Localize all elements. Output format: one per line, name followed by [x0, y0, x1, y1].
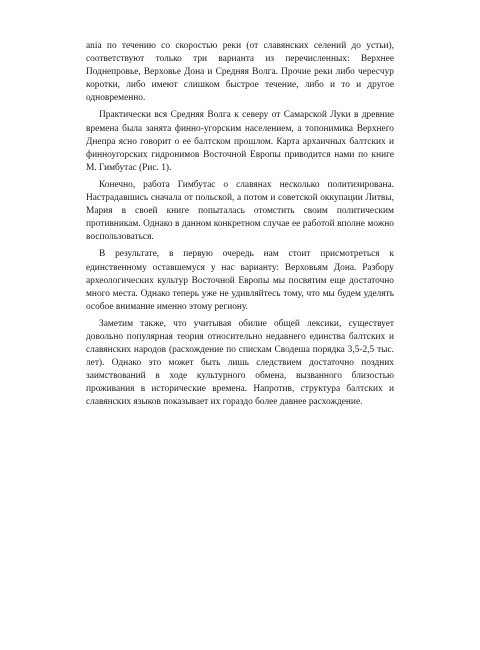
paragraph-1: ania по течению со скоростью реки (от славянских селений до устьи), соответствуют только три варианта из перечисленных: Верхнее Поднепровье, Верховье Дона и Средняя Волга. Прочие реки либо чересчур коротки, либо имеют слишком быстрое течение, либо и то и другое одновременно.	[86, 41, 394, 104]
body-text	[86, 40, 394, 414]
paragraph-5: Заметим также, что учитывая обилие общей лексики, существует довольно популярная теория относительно недавнего единства балтских и славянских народов (расхождение по спискам Сводеша порядка 3,5-2,5 тыс. лет). Однако это может быть лишь следствием достаточно поздних заимствований в ходе культурного обмена, вызванного близостью проживания в исторические времена. Напротив, структура балтских и славянских языков показывает их гораздо более давнее расхождение.	[86, 318, 394, 408]
paragraph-4: В результате, в первую очередь нам стоит присмотреться к единственному оставшемуся у нас варианту: Верховьям Дона. Разбору археологических культур Восточной Европы мы посвятим еще достаточно много места. Однако теперь уже не удивляйтесь тому, что мы будем уделять особое внимание именно этому региону.	[86, 249, 394, 312]
paragraph-3: Конечно, работа Гимбутас о славянах несколько политизирована. Настрадавшись сначала от польской, а потом и советской оккупации Литвы, Мария в своей книге попыталась отомстить своим политическим противникам. Однако в данном конкретном случае ее работой вполне можно воспользоваться.	[86, 179, 394, 243]
paragraph-2: Практически вся Средняя Волга к северу от Самарской Луки в древние времена была занята финно-угорским населением, а топонимика Верхнего Днепра ясно говорит о ее балтском прошлом. Карта архаичных балтских и финноугорских гидронимов Восточной Европы приводится нами по книге М. Гимбутас (Рис. 1).	[86, 110, 394, 173]
